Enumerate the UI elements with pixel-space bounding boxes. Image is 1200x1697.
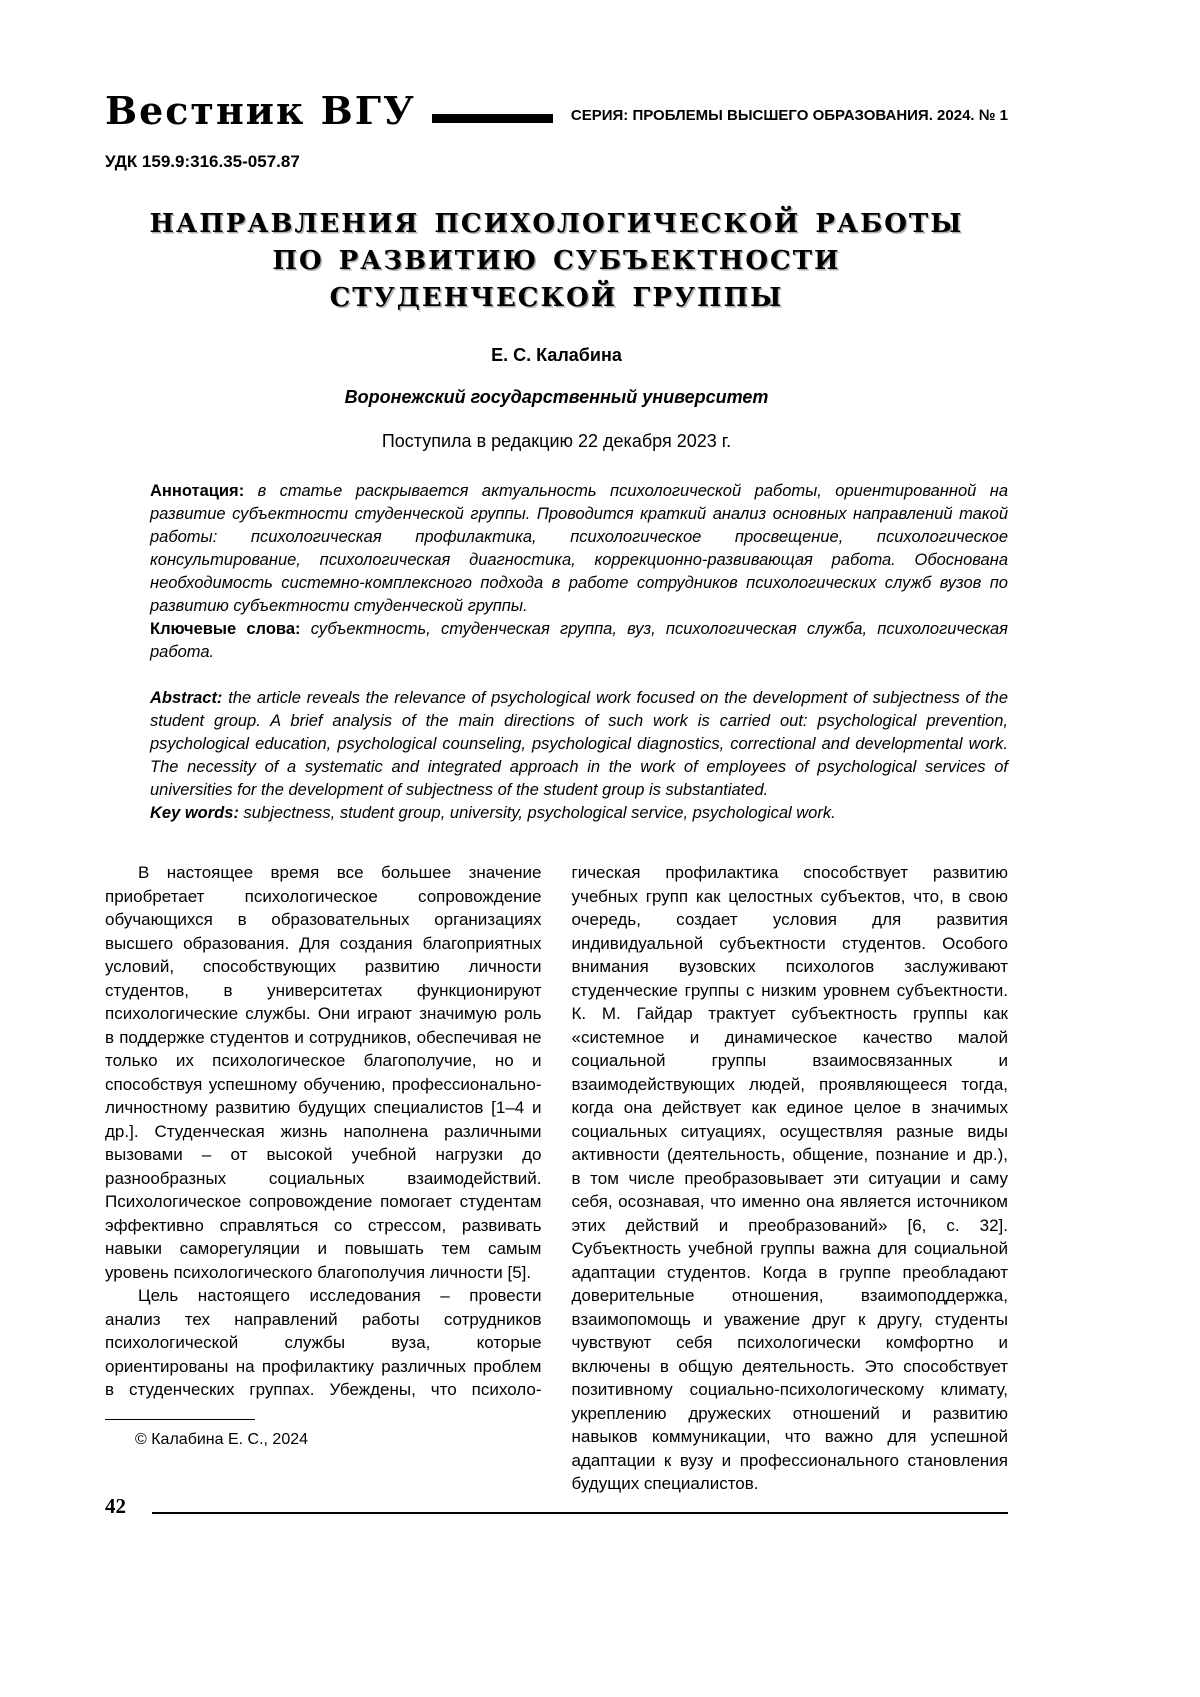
keywords-ru: [150, 618, 1008, 664]
right-column: [572, 861, 1009, 1496]
annotation-ru: [150, 480, 1008, 618]
footnote: [105, 1419, 542, 1452]
body-paragraph-1: В настоящее время все большее значение приобретает психологическое сопровождение обучающихся в образовательных организациях высшего образования. Для создания благоприятных условий, способствующих развитию личности студентов, в университетах функционируют психологические службы. Они играют значимую роль в поддержке студентов и сотрудников, обеспечивая не только их психологическое благополучие, но и способствуя успешному обучению, профессионально-личностному развитию будущих специалистов [1–4 и др.]. Студенческая жизнь наполнена различными вызовами – от высокой учебной нагрузки до разнообразных социальных взаимодействий. Психологическое сопровождение помогает студентам эффективно справляться со стрессом, развивать навыки саморегуляции и повышать тем самым уровень психологического благополучия личности [5].: [105, 863, 542, 1282]
abstract-en-text: the article reveals the relevance of psychological work focused on the development of subjectness of the student group. A brief analysis of the main directions of such work is carried out: psychological prevention, psychological education, psychological counseling, psychological diagnostics, correctional and developmental work. The necessity of a systematic and integrated approach in the work of employees of psychological services of universities for the development of subjectness of the student group is substantiated.: [150, 689, 1008, 799]
page-footer: [105, 1493, 1008, 1518]
journal-logo: Вестник ВГУ: [105, 88, 416, 133]
copyright-note: © Калабина Е. С., 2024: [135, 1430, 309, 1448]
udc-number: УДК 159.9:316.35-057.87: [105, 152, 300, 171]
keywords-en-label: Key words:: [150, 804, 239, 822]
keywords-en: [150, 802, 1008, 825]
left-column: [105, 861, 542, 1496]
header-rule: [432, 114, 553, 123]
keywords-ru-text: субъектность, студенческая группа, вуз, психологическая служба, психологическая работа.: [150, 620, 1008, 661]
footnote-rule: [105, 1419, 255, 1420]
abstract-en: [150, 687, 1008, 802]
affiliation: Воронежский государственный университет: [344, 387, 769, 407]
article-title-line-3: СТУДЕНЧЕСКОЙ ГРУППЫ: [329, 283, 784, 313]
abstract-en-label: Abstract:: [150, 689, 223, 707]
footer-rule: [152, 1512, 1008, 1514]
body-paragraph-3: гическая профилактика способствует развитию учебных групп как целостных субъектов, что, в свою очередь, создает условия для развития индивидуальной субъектности студентов. Особого внимания вузовских психологов заслуживают студенческие группы с низким уровнем субъектности. К. М. Гайдар трактует субъектность группы как «системное и динамическое качество малой социальной группы взаимосвязанных и взаимодействующих людей, проявляющееся тогда, когда она действует как единое целое в значимых социальных ситуациях, осуществляя разные виды активности (деятельность, общение, познание и др.), в том числе преобразовывает эти ситуации и саму себя, осознавая, что именно она является источником этих действий и преобразований» [6, с. 32]. Субъектность учебной группы важна для социальной адаптации студентов. Когда в группе преобладают доверительные отношения, взаимоподдержка, взаимопомощь и уважение друг к другу, студенты чувствуют себя психологически комфортно и включены в общую деятельность. Это способствует позитивному социально-психологическому климату, укреплению дружеских отношений и развитию навыков коммуникации, что важно для успешной адаптации к вузу и профессионального становления будущих специалистов.: [571, 863, 1008, 1493]
page-number: 42: [105, 1493, 126, 1518]
article-title-line-1: НАПРАВЛЕНИЯ ПСИХОЛОГИЧЕСКОЙ РАБОТЫ: [149, 209, 964, 239]
journal-header: [105, 88, 1008, 133]
received-date: Поступила в редакцию 22 декабря 2023 г.: [381, 431, 732, 451]
keywords-en-text: subjectness, student group, university, psychological service, psychological work.: [238, 804, 836, 822]
series-title: СЕРИЯ: ПРОБЛЕМЫ ВЫСШЕГО ОБРАЗОВАНИЯ. 2024. № 1: [570, 106, 1008, 124]
author-name: Е. С. Калабина: [491, 345, 622, 365]
body-paragraph-2: Цель настоящего исследования – провести анализ тех направлений работы сотрудников психологической службы вуза, которые ориентированы на профилактику различных проблем в студенческих группах. Убеждены, что психоло-: [105, 1286, 542, 1399]
keywords-ru-label: Ключевые слова:: [150, 620, 301, 638]
article-title: [105, 206, 1008, 317]
article-title-line-2: ПО РАЗВИТИЮ СУБЪЕКТНОСТИ: [272, 246, 841, 276]
annotation-ru-label: Аннотация:: [150, 482, 245, 500]
article-body: [105, 861, 1008, 1496]
abstracts-block: [150, 480, 1008, 825]
annotation-ru-text: в статье раскрывается актуальность психологической работы, ориентированной на развитие субъектности студенческой группы. Проводится краткий анализ основных направлений такой работы: психологическая профилактика, психологическое просвещение, психологическое консультирование, психологическая диагностика, коррекционно-развивающая работа. Обоснована необходимость системно-комплексного подхода в работе сотрудников психологических служб вузов по развитию субъектности студенческой группы.: [150, 482, 1008, 615]
